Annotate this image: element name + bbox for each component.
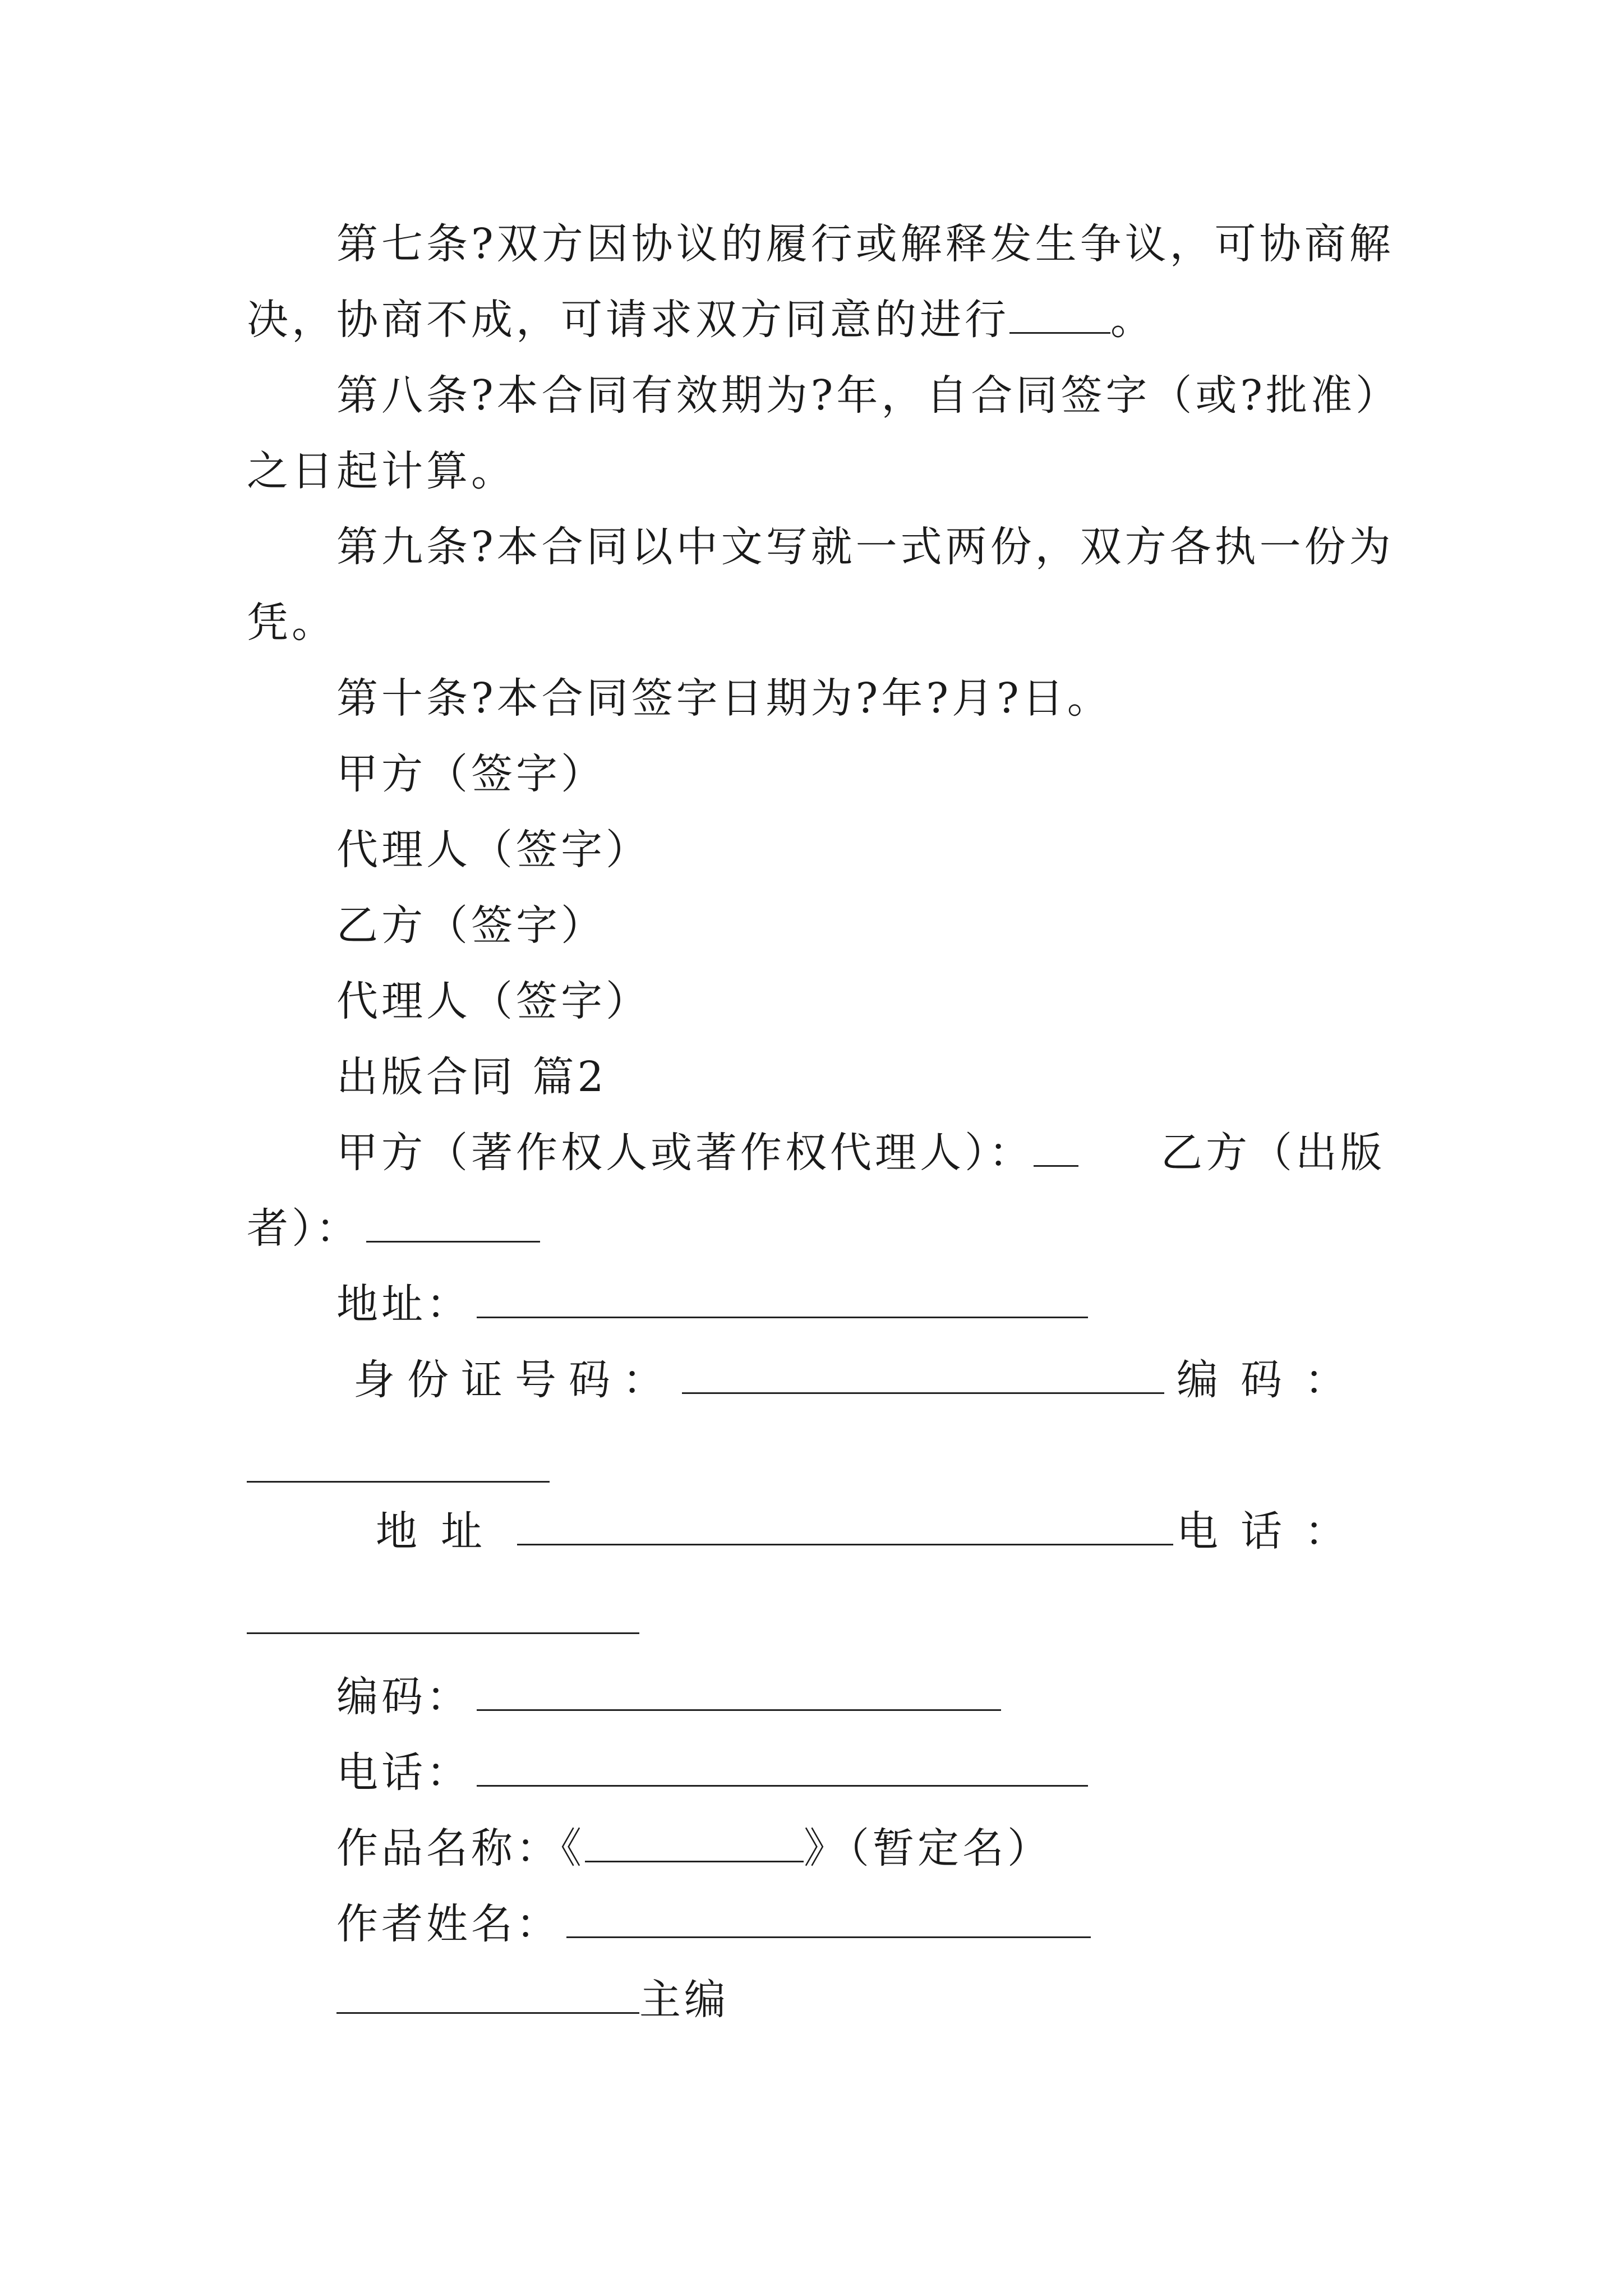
article-8-line-1: 第八条?本合同有效期为?年，自合同签字（或?批准） [336, 371, 1401, 420]
article-7-end: 。 [1110, 296, 1155, 344]
work-title-line [336, 1820, 1475, 1876]
phone-label-spaced: 电话： [1177, 1507, 1368, 1556]
article-9-line-1: 第九条?本合同以中文写就一式两份，双方各执一份为 [336, 523, 1394, 571]
party-b-label-end: 者）： [247, 1204, 361, 1253]
author-line [336, 1896, 1475, 1952]
id-blank[interactable] [682, 1359, 1164, 1394]
code-blank-2[interactable] [477, 1676, 1001, 1711]
party-a-signature-label: 甲方（签字） [336, 750, 606, 798]
code-label: 编码： [336, 1673, 471, 1721]
phone-blank[interactable] [247, 1632, 639, 1634]
address-blank[interactable] [477, 1283, 1088, 1318]
code-label-spaced: 编码： [1177, 1356, 1368, 1404]
article-7-text: 决，协商不成，可请求双方同意的进行 [247, 296, 1009, 344]
editor-line [336, 1972, 1475, 2028]
address-label: 地址： [336, 1280, 471, 1328]
author-blank[interactable] [566, 1903, 1091, 1938]
id-label: 身份证号码： [353, 1356, 676, 1404]
address-blank-2[interactable] [517, 1510, 1173, 1545]
party-a-blank[interactable] [1034, 1131, 1078, 1167]
agent-b-signature-label: 代理人（签字） [336, 977, 651, 1025]
phone-label: 电话： [336, 1749, 471, 1797]
parties-line [336, 1125, 1385, 1181]
work-title-blank[interactable] [585, 1827, 804, 1862]
code-blank[interactable] [247, 1481, 550, 1483]
arbitration-blank[interactable] [1009, 298, 1110, 334]
editor-suffix: 主编 [639, 1976, 729, 2024]
party-b-line-2 [247, 1200, 1385, 1257]
article-8-line-2: 之日起计算。 [247, 447, 516, 495]
address-line [336, 1276, 1475, 1332]
id-code-line [353, 1352, 1368, 1408]
author-label: 作者姓名： [336, 1900, 561, 1948]
phone-line [336, 1745, 1475, 1801]
party-a-label: 甲方（著作权人或著作权代理人）： [336, 1129, 1034, 1177]
work-title-suffix: 》（暂定名） [804, 1824, 1052, 1872]
editor-blank[interactable] [336, 1978, 639, 2014]
party-b-label-start: 乙方（出版 [1161, 1129, 1385, 1177]
code-line [336, 1669, 1475, 1725]
article-9-line-2: 凭。 [247, 599, 336, 647]
party-b-blank[interactable] [366, 1207, 540, 1243]
party-b-signature-label: 乙方（签字） [336, 901, 606, 950]
section-title: 出版合同 篇2 [336, 1053, 607, 1101]
agent-a-signature-label: 代理人（签字） [336, 826, 651, 874]
address-phone-line [376, 1503, 1368, 1559]
phone-blank-2[interactable] [477, 1751, 1088, 1787]
article-7-line-1: 第七条?双方因协议的履行或解释发生争议，可协商解 [336, 220, 1394, 268]
work-title-label: 作品名称：《 [336, 1824, 585, 1872]
article-7-line-2 [247, 292, 1385, 348]
address-label-spaced: 地址 [376, 1507, 506, 1556]
article-10: 第十条?本合同签字日期为?年?月?日。 [336, 674, 1112, 723]
